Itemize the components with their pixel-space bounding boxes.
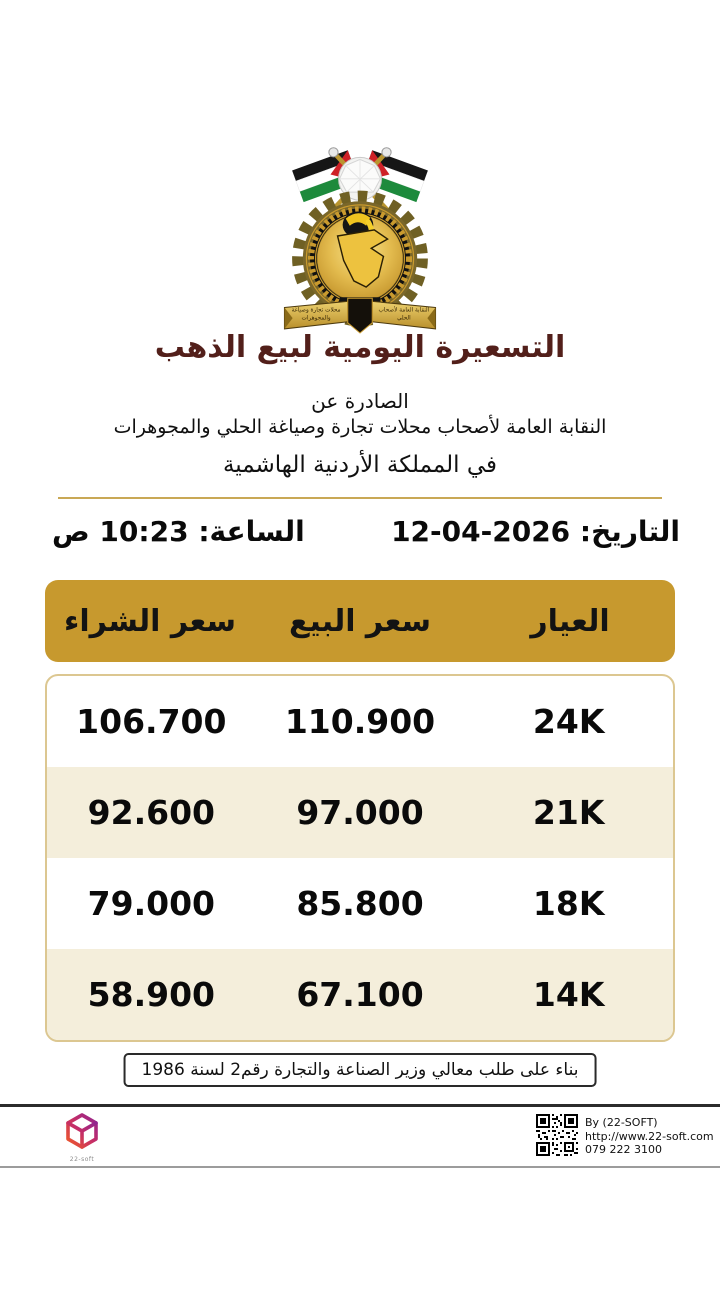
- page-title: التسعيرة اليومية لبيع الذهب: [154, 330, 566, 365]
- karat-value: 21K: [532, 793, 605, 832]
- time-field: [52, 515, 305, 548]
- credit-website-line: http://www.22-soft.com: [585, 1129, 714, 1143]
- sell-price-value: 67.100: [296, 975, 424, 1014]
- sell-price-value: 97.000: [296, 793, 424, 832]
- association-emblem: [268, 138, 452, 334]
- table-row-18k: [47, 858, 673, 949]
- credit-phone-line: 079 222 3100: [585, 1143, 662, 1156]
- time-label: الساعة:: [198, 515, 305, 548]
- karat-value: 18K: [532, 884, 605, 923]
- credit-by-line: By (22-SOFT): [585, 1116, 658, 1129]
- qr-code: [536, 1114, 578, 1156]
- column-sell-price: سعر البيع: [288, 603, 432, 639]
- company-logo: [58, 1112, 106, 1163]
- price-table-header: [45, 580, 675, 662]
- developer-credit-text: [585, 1114, 714, 1157]
- price-table-body: [45, 674, 675, 1042]
- karat-value: 14K: [532, 975, 605, 1014]
- buy-price-value: 92.600: [87, 793, 215, 832]
- country-line: في المملكة الأردنية الهاشمية: [222, 452, 498, 478]
- date-field: [391, 515, 680, 548]
- gold-divider: [58, 497, 662, 499]
- cube-logo-icon: [60, 1112, 104, 1152]
- column-buy-price: سعر الشراء: [64, 603, 236, 639]
- table-row-24k: [47, 676, 673, 767]
- sell-price-value: 85.800: [296, 884, 424, 923]
- company-logo-label: 22-soft: [69, 1156, 95, 1163]
- ribbon-text-left-1: محلات تجارة وصياغة: [291, 307, 341, 314]
- karat-value: 24K: [532, 702, 605, 741]
- buy-price-value: 79.000: [87, 884, 215, 923]
- legal-note: بناء على طلب معالي وزير الصناعة والتجارة رقم2 لسنة 1986: [124, 1053, 597, 1087]
- date-label: التاريخ:: [579, 515, 680, 548]
- buy-price-value: 106.700: [76, 702, 227, 741]
- ribbon-banner: [284, 298, 435, 333]
- table-row-21k: [47, 767, 673, 858]
- issued-by-line: الصادرة عن: [311, 389, 409, 413]
- footer-bar: [0, 1104, 720, 1168]
- buy-price-value: 58.900: [87, 975, 215, 1014]
- table-row-14k: [47, 949, 673, 1040]
- ribbon-text-right-2: الحلي: [397, 315, 411, 322]
- time-value: 10:23 ص: [52, 515, 189, 548]
- ribbon-text-left-2: والمجوهرات: [301, 315, 331, 322]
- column-karat: العيار: [530, 603, 610, 639]
- datetime-row: [52, 515, 680, 548]
- emblem-graphic: [268, 138, 452, 334]
- syndicate-name-line: النقابة العامة لأصحاب محلات تجارة وصياغة الحلي والمجوهرات: [113, 416, 607, 438]
- developer-credit-block: [536, 1114, 714, 1157]
- date-value: 12-04-2026: [391, 515, 571, 548]
- sell-price-value: 110.900: [284, 702, 436, 741]
- ribbon-text-right-1: النقابة العامة لأصحاب: [378, 307, 430, 314]
